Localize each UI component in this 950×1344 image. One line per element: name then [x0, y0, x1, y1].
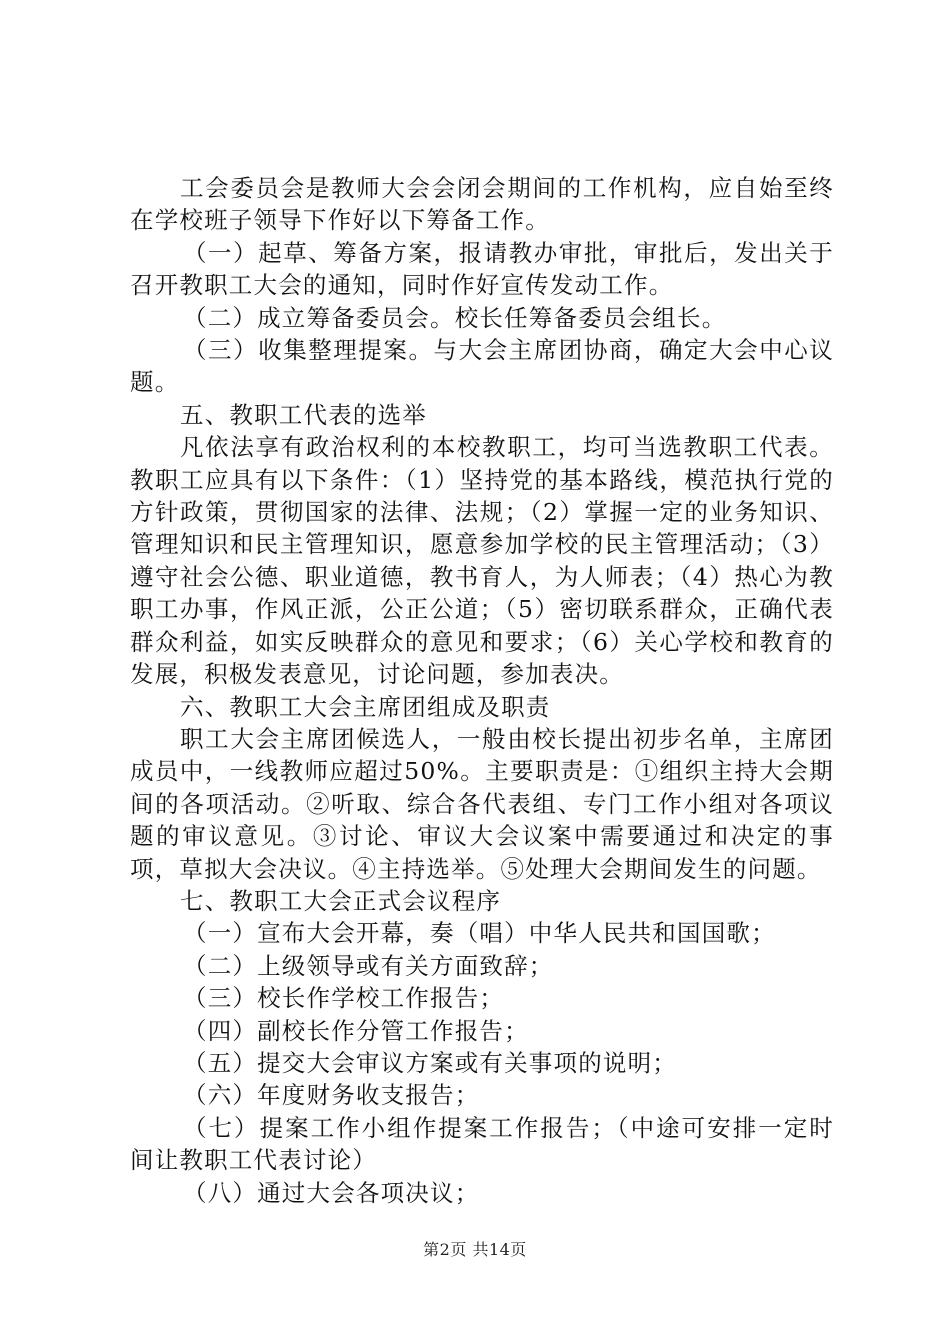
document-body: [130, 172, 834, 1209]
section-heading-procedure: 七、教职工大会正式会议程序: [180, 886, 502, 915]
paragraph-election-conditions: 凡依法享有政治权利的本校教职工，均可当选教职工代表。教职工应具有以下条件：（1）坚持党的基本路线，模范执行党的方针政策，贯彻国家的法律、法规；（2）掌握一定的业务知识、管理知识和民主管理知识，愿意参加学校的民主管理活动；（3）遵守社会公德、职业道德，教书育人，为人师表；（4）热心为教职工办事，作风正派，公正公道；（5）密切联系群众，正确代表群众利益，如实反映群众的意见和要求；（6）关心学校和教育的发展，积极发表意见，讨论问题，参加表决。: [130, 433, 834, 689]
paragraph-preparatory-committee: （二）成立筹备委员会。校长任筹备委员会组长。: [183, 303, 727, 332]
procedure-item-4: （四）副校长作分管工作报告；: [183, 1016, 529, 1045]
procedure-item-2: （二）上级领导或有关方面致辞；: [183, 951, 554, 980]
page-footer: 第2页 共14页: [423, 1240, 527, 1259]
section-heading-election: 五、教职工代表的选举: [180, 400, 427, 429]
paragraph-draft-plan: （一）起草、筹备方案，报请教办审批，审批后，发出关于召开教职工大会的通知，同时作好宣传发动工作。: [130, 238, 834, 300]
paragraph-presidium-duties: 职工大会主席团候选人，一般由校长提出初步名单，主席团成员中，一线教师应超过50%。主要职责是：①组织主持大会期间的各项活动。②听取、综合各代表组、专门工作小组对各项议题的审议意见。③讨论、审议大会议案中需要通过和决定的事项，草拟大会决议。④主持选举。⑤处理大会期间发生的问题。: [130, 724, 834, 883]
paragraph-committee-intro: 工会委员会是教师大会会闭会期间的工作机构，应自始至终在学校班子领导下作好以下筹备工作。: [130, 174, 834, 235]
paragraph-collect-proposals: （三）收集整理提案。与大会主席团协商，确定大会中心议题。: [130, 336, 834, 397]
section-heading-presidium: 六、教职工大会主席团组成及职责: [180, 692, 551, 721]
procedure-item-7: （七）提案工作小组作提案工作报告；（中途可安排一定时间让教职工代表讨论）: [130, 1113, 834, 1175]
procedure-item-6: （六）年度财务收支报告；: [183, 1081, 480, 1110]
procedure-item-5: （五）提交大会审议方案或有关事项的说明；: [183, 1048, 677, 1077]
procedure-item-1: （一）宣布大会开幕，奏（唱）中华人民共和国国歌；: [183, 919, 776, 948]
procedure-item-8: （八）通过大会各项决议；: [183, 1178, 480, 1207]
procedure-item-3: （三）校长作学校工作报告；: [183, 984, 505, 1013]
